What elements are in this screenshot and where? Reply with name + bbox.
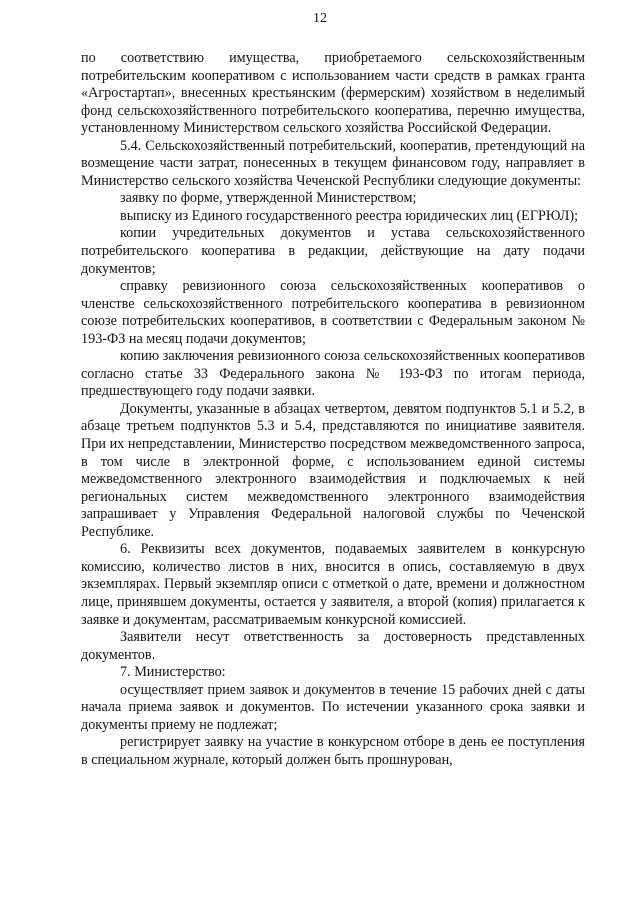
list-item-registers-application: регистрирует заявку на участие в конкурсном отборе в день ее поступления в специальном журнале, который должен быть прошнурован, — [81, 734, 585, 768]
document-body — [81, 50, 585, 769]
list-item-accepts-applications: осуществляет прием заявок и документов в течение 15 рабочих дней с даты начала приема заявок и документов. По истечении указанного срока заявки и документы приему не подлежат; — [81, 681, 585, 733]
paragraph-5-4: 5.4. Сельскохозяйственный потребительский, кооператив, претендующий на возмещение части затрат, понесенных в текущем финансовом году, направляет в Министерство сельского хозяйства Чеченской Республики следующие документы: — [81, 137, 585, 189]
list-item-application: заявку по форме, утвержденной Министерством; — [120, 190, 417, 207]
paragraph-responsibility: Заявители несут ответственность за достоверность представленных документов. — [81, 629, 585, 663]
paragraph-6-requisites: 6. Реквизиты всех документов, подаваемых заявителем в конкурсную комиссию, количество листов в них, вносится в опись, составляемую в двух экземплярах. Первый экземпляр описи с отметкой о дате, времени и должностном лице, принявшем документы, остается у заявителя, а второй (копия) прилагается к заявке и документам, рассматриваемым конкурсной комиссией. — [81, 541, 585, 628]
paragraph-7-ministry: 7. Министерство: — [120, 664, 226, 681]
list-item-founding-documents: копии учредительных документов и устава сельскохозяйственного потребительского кооператива в редакции, действующие на дату подачи документов; — [81, 225, 585, 277]
list-item-audit-conclusion: копию заключения ревизионного союза сельскохозяйственных кооперативов согласно статье 33 Федерального закона № 193-ФЗ по итогам периода, предшествующего году подачи заявки. — [81, 348, 585, 400]
paragraph-property-compliance: по соответствию имущества, приобретаемого сельскохозяйственным потребительским кооперативом с использованием части средств в рамках гранта «Агростартап», внесенных крестьянским (фермерским) хозяйством в неделимый фонд сельскохозяйственного потребительского кооператива, перечню имущества, установленному Министерством сельского хозяйства Российской Федерации. — [81, 50, 585, 137]
list-item-audit-union-certificate: справку ревизионного союза сельскохозяйственных кооперативов о членстве сельскохозяйственного потребительского кооператива в ревизионном союзе потребительских кооперативов, в соответствии с Федеральным законом № 193-ФЗ на месяц подачи документов; — [81, 278, 585, 347]
page-number: 12 — [313, 11, 327, 26]
paragraph-interagency-request: Документы, указанные в абзацах четвертом, девятом подпунктов 5.1 и 5.2, в абзаце третьем подпунктов 5.3 и 5.4, представляются по инициативе заявителя. При их непредставлении, Министерство посредством межведомственного запроса, в том числе в электронной форме, с использованием единой системы межведомственного электронного взаимодействия и подключаемых к ней региональных систем межведомственного электронного взаимодействия запрашивает у Управления Федеральной налоговой службы по Чеченской Республике. — [81, 400, 585, 540]
list-item-egrul-extract: выписку из Единого государственного реестра юридических лиц (ЕГРЮЛ); — [120, 207, 579, 224]
